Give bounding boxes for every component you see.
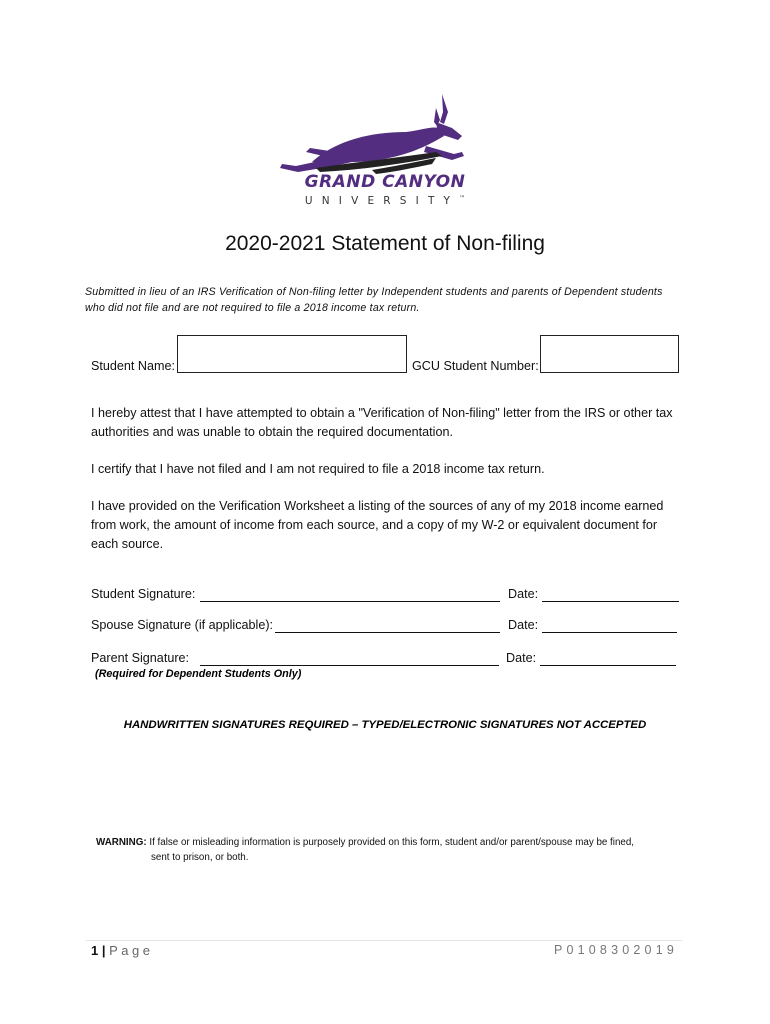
logo-wordmark: GRAND CANYON <box>304 172 466 192</box>
student-date-line[interactable] <box>542 601 679 602</box>
parent-signature-note: (Required for Dependent Students Only) <box>95 668 302 680</box>
parent-signature-line[interactable] <box>200 665 499 666</box>
signature-notice: HANDWRITTEN SIGNATURES REQUIRED – TYPED/ELECTRONIC SIGNATURES NOT ACCEPTED <box>123 719 647 731</box>
parent-signature-label: Parent Signature: <box>91 651 190 665</box>
footer-divider <box>86 940 682 941</box>
parent-date-label: Date: <box>506 651 537 665</box>
warning-label: WARNING: <box>96 837 147 848</box>
worksheet-paragraph: I have provided on the Verification Worksheet a listing of the sources of any of my 2018 income earned from work, the amount of income from each source, and a copy of my W-2 or equivalent document for each source. <box>91 499 664 551</box>
antelope-logo-icon <box>276 92 496 212</box>
intro-text: Submitted in lieu of an IRS Verification of Non-filing letter by Independent students and parents of Dependent students who did not file and are not required to file a 2018 income tax return. <box>85 286 663 314</box>
attestation-paragraph: I hereby attest that I have attempted to obtain a "Verification of Non-filing" letter from the IRS or other tax authorities and was unable to obtain the required documentation. <box>91 406 673 439</box>
logo-subtitle: UNIVERSITY™ <box>304 195 466 207</box>
page-number <box>91 943 154 958</box>
warning-text-continued: sent to prison, or both. <box>151 852 249 863</box>
student-number-field[interactable] <box>540 335 679 373</box>
student-signature-line[interactable] <box>200 601 500 602</box>
form-code: P0108302019 <box>553 943 678 957</box>
student-number-label: GCU Student Number: <box>412 359 539 373</box>
warning-block <box>96 836 696 851</box>
parent-date-line[interactable] <box>540 665 676 666</box>
page-number-value: 1 <box>91 943 99 958</box>
page-title: 2020-2021 Statement of Non-filing <box>225 232 545 255</box>
certification-paragraph: I certify that I have not filed and I am not required to file a 2018 income tax return. <box>91 462 545 476</box>
page-word: Page <box>109 943 154 958</box>
student-date-label: Date: <box>508 587 539 601</box>
warning-text: If false or misleading information is purposely provided on this form, student and/or parent/spouse may be fined, <box>149 837 635 848</box>
student-name-label: Student Name: <box>91 359 176 373</box>
spouse-signature-label: Spouse Signature (if applicable): <box>91 618 274 632</box>
student-name-field[interactable] <box>177 335 407 373</box>
spouse-date-label: Date: <box>508 618 539 632</box>
student-signature-label: Student Signature: <box>91 587 196 601</box>
spouse-signature-line[interactable] <box>275 632 500 633</box>
page-separator: | <box>101 943 106 958</box>
spouse-date-line[interactable] <box>542 632 677 633</box>
